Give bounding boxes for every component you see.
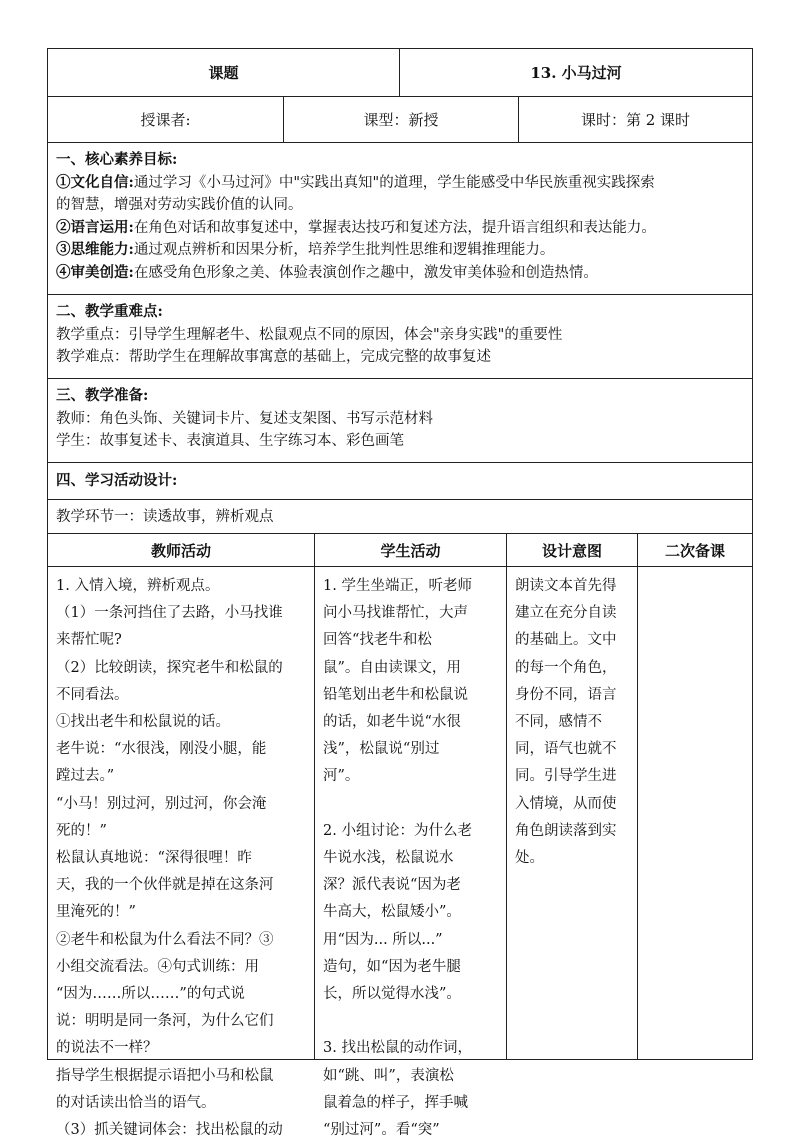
teacher-line: “小马！别过河，别过河，你会淹 [56,795,267,812]
stage-label: 教学环节一：读透故事，辨析观点 [56,509,274,525]
intent-line: 的每一个角色， [515,659,617,676]
goal-item [56,262,744,285]
teacher-line: 小组交流看法。④句式训练：用 [56,958,259,975]
revision-cell [637,567,752,1059]
meta-row [48,97,752,143]
topic-row [48,49,752,97]
intent-line: 朗读文本首先得 [515,578,617,594]
goal-text: 通过观点辨析和因果分析，培养学生批判性思维和逻辑推理能力。 [133,242,555,258]
goal-text: 通过学习《小马过河》中"实践出真知"的道理，学生能感受中华民族重视实践探索 [133,174,655,191]
teacher-line: 松鼠认真地说：“深得很哩！昨 [56,850,252,867]
teacher-label: 授课者: [140,111,191,129]
intent-line: 建立在充分自读 [515,605,617,622]
student-line: 牛高大，松鼠矮小”。 [323,904,461,921]
teacher-line: （1）一条河挡住了去路，小马找谁 [56,605,283,622]
teacher-line: 来帮忙呢? [56,632,122,649]
teacher-line: 说：明明是同一条河，为什么它们 [56,1013,274,1030]
activity-content-row [48,567,752,1139]
intent-line: 同。引导学生进 [515,768,617,785]
stage-row [48,500,752,534]
teacher-line: 死的！” [56,822,107,839]
teacher-line: 老牛说：“水很浅，刚没小腿，能 [56,741,267,758]
student-line: 的话，如老牛说“水很 [323,714,461,731]
student-line: 牛说水浅，松鼠说水 [323,850,454,867]
goal-item [56,217,744,240]
student-line: 长，所以觉得水浅”。 [323,986,461,1003]
col-header-revision: 二次备课 [637,534,752,566]
goal-text: 在角色对话和故事复述中，掌握表达技巧和复述方法，提升语言组织和表达能力。 [133,219,656,236]
teacher-line: ①找出老牛和松鼠说的话。 [56,714,230,731]
prep-section [48,379,752,463]
teacher-line: 里淹死的！” [56,904,136,921]
activity-columns-header [48,534,752,567]
goal-text: 在感受角色形象之美、体验表演创作之趣中，激发审美体验和创造热情。 [133,264,598,281]
activity-heading: 四、学习活动设计: [56,472,178,489]
student-line [323,1008,500,1035]
teacher-line: 的对话读出恰当的语气。 [56,1094,216,1111]
goals-heading: 一、核心素养目标: [56,151,178,168]
student-line: 深？派代表说“因为老 [323,877,461,894]
prep-line: 教师：角色头饰、关键词卡片、复述支架图、书写示范材料 [56,410,433,427]
student-activity-cell [314,567,506,1139]
student-line: 鼠着急的样子，挥手喊 [323,1094,468,1111]
teacher-activity-cell [48,567,314,1139]
student-line: 造句，如“因为老牛腿 [323,958,461,975]
goal-item-cont: 的智慧，增强对劳动实践价值的认同。 [56,197,303,213]
teacher-line: 1. 入情入境，辨析观点。 [56,578,220,594]
intent-line: 的基础上。文中 [515,632,617,649]
goal-label: ①文化自信: [56,173,134,191]
period-label: 课时：第 2 课时 [518,97,752,142]
goal-label: ③思维能力: [56,241,134,258]
intent-line: 处。 [515,850,544,867]
teacher-line: 蹚过去。” [56,768,115,785]
student-line: 用“因为... 所以...” [323,931,443,948]
intent-line: 角色朗读落到实 [515,822,617,839]
design-intent-cell [506,567,637,1059]
goal-item [56,172,744,195]
key-point-line: 教学重点：引导学生理解老牛、松鼠观点不同的原因，体会"亲身实践"的重要性 [56,326,563,343]
intent-line: 不同，感情不 [515,714,602,731]
student-line: 河”。 [323,768,360,785]
goal-label: ②语言运用: [56,218,134,236]
col-header-teacher: 教师活动 [150,541,211,560]
prep-heading: 三、教学准备: [56,387,149,404]
key-points-section [48,295,752,379]
topic-label: 课题 [208,64,239,82]
teacher-line: 的说法不一样？ [56,1040,158,1057]
goal-label: ④审美创造: [56,263,134,281]
lesson-plan-table [47,48,753,1139]
student-line: 回答“找老牛和松 [323,632,432,649]
col-header-intent: 设计意图 [506,534,637,566]
teacher-line: 不同看法。 [56,686,129,703]
student-line: 3. 找出松鼠的动作词， [323,1040,472,1057]
student-line: 2. 小组讨论：为什么老 [323,822,472,839]
topic-value: 13. 小马过河 [399,49,752,96]
student-line: 1. 学生坐端正，听老师 [323,578,472,594]
student-line: “别过河”。看“突” [323,1122,440,1139]
col-header-student: 学生活动 [314,534,506,566]
student-line: 铅笔划出老牛和松鼠说 [323,686,468,703]
student-line: 如“跳、叫”，表演松 [323,1067,454,1084]
student-line [323,791,500,818]
student-line: 浅”，松鼠说“别过 [323,741,440,758]
key-points-heading: 二、教学重难点: [56,303,163,320]
prep-line: 学生：故事复述卡、表演道具、生字练习本、彩色画笔 [56,433,404,449]
goal-item [56,239,744,262]
intent-line: 同，语气也就不 [515,741,617,758]
intent-line: 身份不同，语言 [515,686,617,703]
teacher-line: 天，我的一个伙伴就是掉在这条河 [56,877,274,894]
teacher-line: （2）比较朗读，探究老牛和松鼠的 [56,659,283,676]
teacher-line: 指导学生根据提示语把小马和松鼠 [56,1067,274,1084]
intent-line: 入情境，从而使 [515,795,617,812]
key-point-line: 教学难点：帮助学生在理解故事寓意的基础上，完成完整的故事复述 [56,349,491,365]
goals-section [48,143,752,295]
student-line: 问小马找谁帮忙，大声 [323,605,468,622]
teacher-line: （3）抓关键词体会：找出松鼠的动 [56,1122,283,1139]
student-line: 鼠”。自由读课文，用 [323,659,461,676]
activity-heading-row [48,463,752,500]
teacher-line: ②老牛和松鼠为什么看法不同？③ [56,931,274,948]
type-label: 课型：新授 [283,97,518,142]
teacher-line: “因为……所以……”的句式说 [56,986,245,1003]
